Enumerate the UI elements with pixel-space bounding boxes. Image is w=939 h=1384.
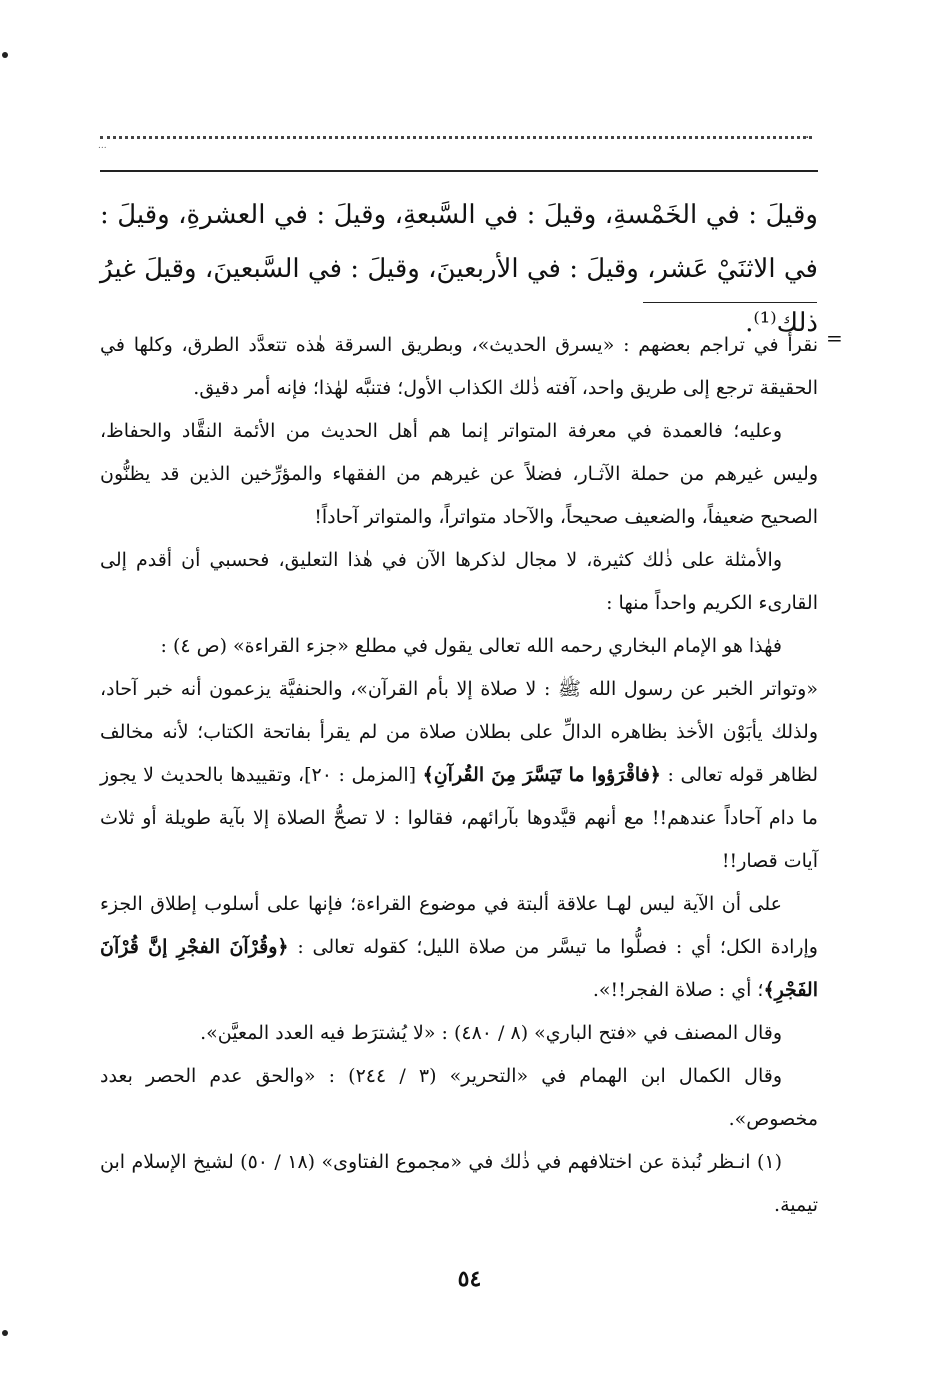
footnote-paragraph: وقال الكمال ابن الهمام في «التحرير» (٣ / ٢٤٤) : «والحق عدم الحصر بعدد مخصوص». xyxy=(100,1065,818,1130)
footnote-paragraph xyxy=(100,883,818,1012)
footnote-separator xyxy=(643,302,817,303)
header-marker: · xyxy=(805,130,810,146)
footnote-paragraph: (١) انـظر نُبذة عن اختلافهم في ذٰلك في «مجموع الفتاوى» (١٨ / ٥٠) لشيخ الإسلام ابن تيمية. xyxy=(100,1151,818,1216)
footnote-paragraph: وعليه؛ فالعمدة في معرفة المتواتر إنما هم أهل الحديث من الأئمة النقَّاد والحفاظ، وليس غيرهم من حملة الآثـار، فضلاً عن غيرهم من الفقهاء والمؤرِّخين الذين قد يظنُّون الصحيح ضعيفاً، والضعيف صحيحاً، والآحاد متواتراً، والمتواتر آحاداً! xyxy=(100,420,818,528)
continuation-mark: = xyxy=(826,326,843,350)
margin-dot xyxy=(2,1330,8,1336)
header-marker-left: ... xyxy=(98,141,107,151)
quran-verse: ﴿وقُرْآنَ الفجْرِ إنَّ قُرْآنَ الفَجْرِ﴾ xyxy=(100,936,818,1001)
quote-text: «وتواتر الخبر عن رسول الله ﷺ : لا صلاة إلا بأم القرآن»، والحنفيَّة يزعمون أنه خبر آحاد، ولذلك يأبَوْن الأخذ بظاهره الدالِّ على بطلان صلاة من لم يقرأ بفاتحة الكتاب؛ لأنه مخالف لظاهر قوله تعالى : xyxy=(100,678,818,786)
footnote-paragraph: والأمثلة على ذٰلك كثيرة، لا مجال لذكرها الآن في هٰذا التعليق، فحسبي أن أقدم إلى القارىء الكريم واحداً منها : xyxy=(100,549,818,614)
footnote-paragraph xyxy=(100,668,818,883)
paragraph-text: ؛ أي : صلاة الفجر!!». xyxy=(592,979,764,1001)
page-number: ٥٤ xyxy=(457,1266,482,1292)
footnote-paragraph: فهٰذا هو الإمام البخاري رحمه الله تعالى يقول في مطلع «جزء القراءة» (ص ٤) : xyxy=(160,635,782,657)
quran-verse: ﴿فاقْرَؤوا ما تَيَسَّرَ مِنَ القُرآنِ﴾ xyxy=(422,764,661,786)
main-text: وقيلَ : في الخَمْسةِ، وقيلَ : في السَّبعةِ، وقيلَ : في العشرةِ، وقيلَ : في الاثنَيْ عَشر، وقيلَ : في الأربعينَ، وقيلَ : في السَّبعينَ، وقيلَ غيرُ ذلك⁽¹⁾. xyxy=(100,200,818,338)
margin-dot xyxy=(2,52,8,58)
footnote-paragraph: وقال المصنف في «فتح الباري» (٨ / ٤٨٠) : «لا يُشترَط فيه العدد المعيَّن». xyxy=(200,1022,782,1044)
header-rule xyxy=(100,170,818,172)
header-dotted-rule xyxy=(100,136,812,139)
footnote-text xyxy=(100,324,818,1227)
quote-text: [المزمل : ٢٠]، وتقييدها بالحديث لا يجوز ما دام آحاداً عندهم!! مع أنهم قيَّدوها بآرائهم، فقالوا : لا تصحُّ الصلاة إلا بآية طويلة أو ثلاث آيات قصار!! xyxy=(100,764,818,872)
footnote-paragraph: نقرأ في تراجم بعضهم : «يسرق الحديث»، وبطريق السرقة هٰذه تتعدَّد الطرق، وكلها في الحقيقة ترجع إلى طريق واحد، آفته ذٰلك الكذاب الأول؛ فتنبَّه لهٰذا؛ فإنه أمر دقيق. xyxy=(100,334,818,399)
paragraph-text: على أن الآية ليس لهـا علاقة ألبتة في موضوع القراءة؛ فإنها على أسلوب إطلاق الجزء وإرادة الكل؛ أي : فصلُّوا ما تيسَّر من صلاة الليل؛ كقوله تعالى : xyxy=(100,893,818,958)
